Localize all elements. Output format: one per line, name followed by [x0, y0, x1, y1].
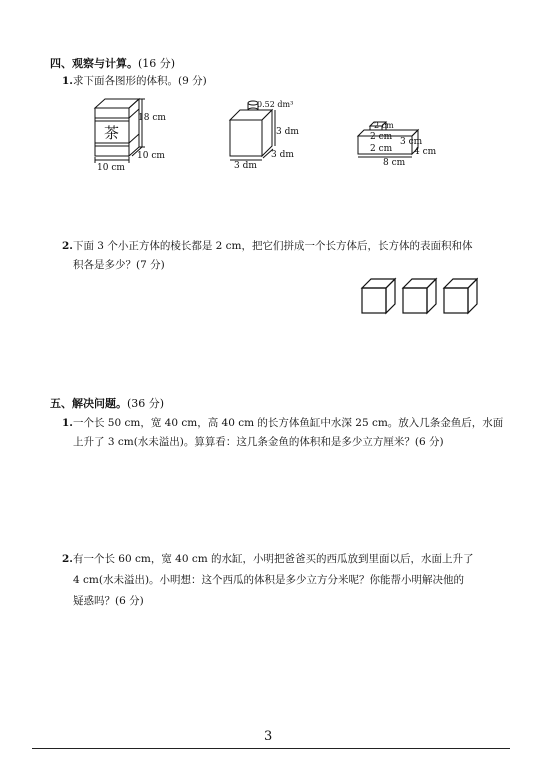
s5-q2-text3: 疑惑吗？(6 分): [73, 595, 144, 607]
fig2-depth-label: 3 dm: [271, 150, 294, 160]
s4-q1-line: [62, 74, 207, 88]
fig3-depth-label: 4 cm: [414, 147, 437, 157]
s4-q2-number: 2.: [62, 240, 73, 252]
figure-tea-box: [82, 96, 182, 174]
s5-q2-number: 2.: [62, 553, 73, 565]
s5-q1-line1: [62, 416, 503, 430]
section4-points: (16 分): [138, 57, 176, 70]
fig2-top-label: 0.52 dm³: [257, 100, 294, 109]
fig2-width-label: 3 dm: [234, 161, 257, 171]
s5-q2-line1: [62, 552, 474, 566]
section5-title: 五、解决问题。: [50, 397, 127, 410]
figure-composite-cuboid: [356, 118, 438, 168]
section4-title: 四、观察与计算。: [50, 57, 138, 70]
figure-three-cubes: [360, 277, 478, 317]
fig2-height-label: 3 dm: [276, 127, 299, 137]
fig3-width-label: 8 cm: [383, 158, 406, 168]
s5-q2-text2: 4 cm(水未溢出)。小明想：这个西瓜的体积是多少立方分米呢？你能帮小明解决他的: [73, 574, 465, 586]
s5-q2-text1: 有一个长 60 cm，宽 40 cm 的水缸，小明把爸爸买的西瓜放到里面以后，水面上升了: [72, 553, 474, 565]
section4-heading: [50, 55, 175, 71]
section5-heading: [50, 395, 164, 411]
figure-cube-cylinder: [226, 96, 326, 172]
page-number: 3: [264, 729, 273, 744]
s4-q2-text2: 积各是多少？(7 分): [73, 259, 165, 271]
tea-box-label: 茶: [104, 124, 120, 142]
fig3-mid-label: 2 cm: [370, 144, 393, 154]
fig3-top1-label: 2 cm: [374, 121, 394, 130]
s4-q2-text1: 下面 3 个小正方体的棱长都是 2 cm，把它们拼成一个长方体后，长方体的表面积和体: [72, 240, 473, 252]
cube-3: [444, 279, 477, 313]
section5-points: (36 分): [127, 397, 165, 410]
fig1-height-label: 18 cm: [138, 113, 166, 123]
fig3-height-label: 3 cm: [400, 137, 423, 147]
footer-rule: [32, 748, 510, 749]
s5-q1-text2: 上升了 3 cm(水未溢出)。算算看：这几条金鱼的体积和是多少立方厘米？(6 分): [73, 436, 444, 448]
fig1-width-label: 10 cm: [97, 163, 125, 173]
cube-2: [403, 279, 436, 313]
cube-1: [362, 279, 395, 313]
s5-q1-text1: 一个长 50 cm，宽 40 cm，高 40 cm 的长方体鱼缸中水深 25 cm。放入几条金鱼后，水面: [72, 417, 504, 429]
s4-q1-text: 求下面各图形的体积。(9 分): [72, 75, 207, 87]
fig1-depth-label: 10 cm: [137, 151, 165, 161]
s4-q1-number: 1.: [62, 75, 73, 87]
fig3-top2-label: 2 cm: [370, 132, 393, 142]
s5-q1-number: 1.: [62, 417, 73, 429]
s4-q2-line1: [62, 239, 473, 253]
